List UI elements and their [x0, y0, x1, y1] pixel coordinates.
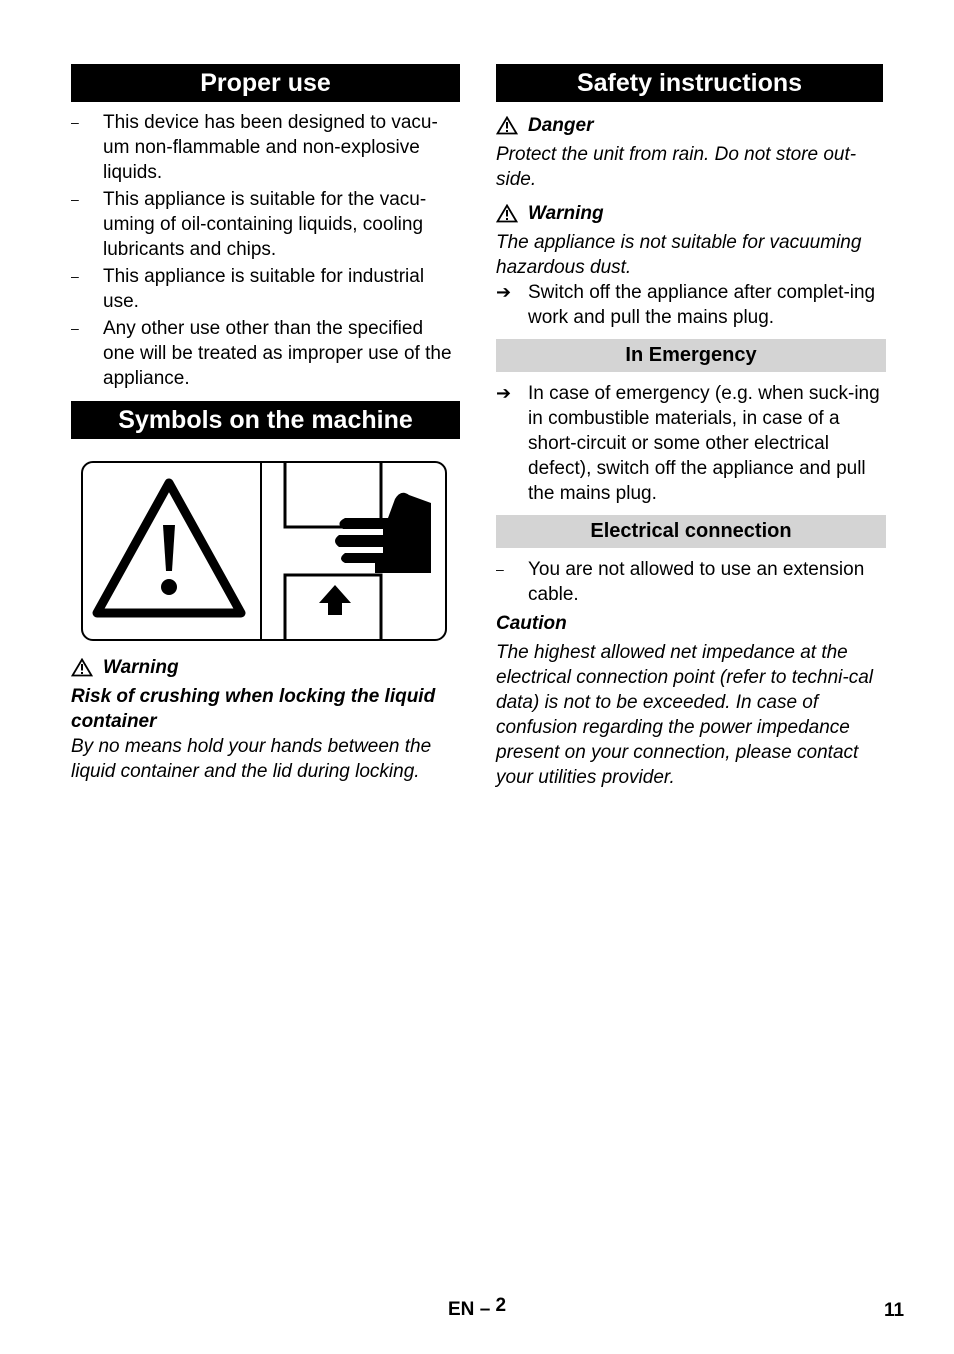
electrical-list — [496, 557, 886, 607]
list-item — [71, 110, 460, 185]
page-number: 11 — [884, 1300, 905, 1321]
warning-action — [496, 280, 886, 330]
caution-label: Caution — [496, 613, 567, 634]
list-item-text: Any other use other than the specified one will be treated as improper use of the appliance. — [103, 318, 452, 389]
footer-sep: – — [479, 1299, 491, 1320]
dash-bullet: – — [496, 561, 504, 577]
dash-bullet: – — [71, 268, 79, 284]
list-item — [71, 316, 460, 391]
list-item — [71, 264, 460, 314]
emergency-heading: In Emergency — [496, 339, 886, 372]
symbols-warning-line — [71, 655, 460, 680]
warning-triangle-icon — [71, 658, 93, 677]
symbols-heading: Symbols on the machine — [71, 401, 460, 439]
electrical-heading: Electrical connection — [496, 515, 886, 548]
dash-bullet: – — [71, 191, 79, 207]
risk-title: Risk of crushing when locking the liquid container — [71, 686, 436, 732]
list-item-text: You are not allowed to use an extension cable. — [528, 559, 865, 605]
warning-action-text: Switch off the appliance after complet-ing work and pull the mains plug. — [528, 282, 876, 328]
warning-text: The appliance is not suitable for vacuuming hazardous dust. — [496, 232, 862, 278]
proper-use-heading: Proper use — [71, 64, 460, 102]
emergency-action-text: In case of emergency (e.g. when suck-ing in combustible materials, in case of a short-circuit or some other electrical defect), switch off the appliance and pull the mains plug. — [528, 383, 880, 504]
crush-warning-symbol — [81, 461, 447, 641]
arrow-right-icon: ➔ — [496, 282, 512, 302]
warning-triangle-icon — [496, 116, 518, 135]
list-item-text: This appliance is suitable for the vacu-uming of oil-containing liquids, cooling lubricants and chips. — [103, 189, 427, 260]
footer-lang: EN — [448, 1299, 475, 1320]
risk-text: By no means hold your hands between the liquid container and the lid during locking. — [71, 736, 432, 782]
safety-warning-line — [496, 201, 886, 226]
emergency-action — [496, 381, 886, 506]
arrow-right-icon: ➔ — [496, 383, 512, 403]
warning-triangle-icon — [496, 204, 518, 223]
danger-line — [496, 113, 886, 138]
danger-text: Protect the unit from rain. Do not store out-side. — [496, 144, 857, 190]
list-item — [71, 187, 460, 262]
footer-language — [448, 1297, 506, 1322]
dash-bullet: – — [71, 320, 79, 336]
caution-text: The highest allowed net impedance at the electrical connection point (refer to techni-cal data) is not to be exceeded. In case of confusion regarding the power impedance present on your connection, please contact your utilities provider. — [496, 642, 874, 788]
dash-bullet: – — [71, 114, 79, 130]
warning-triangle-and-hand-icon — [83, 463, 445, 639]
warning-label: Warning — [528, 203, 604, 224]
footer-sub-page: 2 — [495, 1295, 507, 1316]
proper-use-list — [71, 110, 460, 391]
list-item-text: This appliance is suitable for industrial use. — [103, 266, 425, 312]
safety-heading: Safety instructions — [496, 64, 883, 102]
right-column — [496, 64, 886, 790]
warning-label: Warning — [103, 657, 179, 678]
danger-label: Danger — [528, 115, 594, 136]
list-item — [496, 557, 886, 607]
left-column — [71, 64, 460, 784]
list-item-text: This device has been designed to vacu-um non-flammable and non-explosive liquids. — [103, 112, 438, 183]
